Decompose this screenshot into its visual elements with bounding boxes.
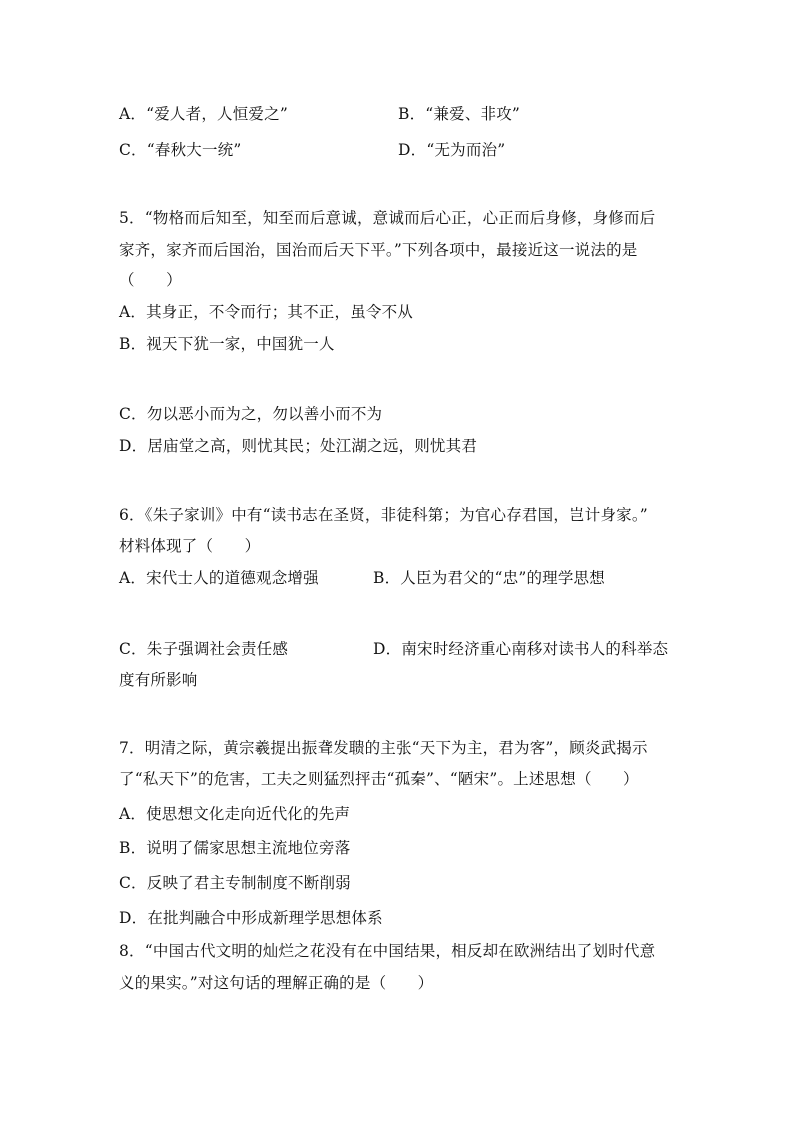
q5-stem-line2: 家齐，家齐而后国治，国治而后天下平。”下列各项中，最接近这一说法的是 [119, 241, 638, 259]
q5-option-c: C．勿以恶小而为之，勿以善小而不为 [119, 405, 383, 423]
q4-option-c: C．“春秋大一统” [119, 141, 242, 159]
q7-option-b: B．说明了儒家思想主流地位旁落 [119, 839, 351, 857]
q5-stem-line1: 5．“物格而后知至，知至而后意诚，意诚而后心正，心正而后身修，身修而后 [119, 209, 656, 227]
q4-option-a: A．“爱人者，人恒爱之” [119, 105, 288, 123]
q7-option-c: C．反映了君主专制制度不断削弱 [119, 874, 351, 892]
q7-option-a: A．使思想文化走向近代化的先声 [119, 805, 351, 823]
q5-option-d: D．居庙堂之高，则忧其民；处江湖之远，则忧其君 [119, 437, 478, 455]
q6-option-b: B．人臣为君父的“忠”的理学思想 [373, 569, 605, 587]
q5-option-b: B．视天下犹一家，中国犹一人 [119, 335, 335, 353]
q5-option-a: A．其身正，不令而行；其不正，虽令不从 [119, 303, 413, 321]
q7-stem-line1: 7．明清之际，黄宗羲提出振聋发聩的主张“天下为主，君为客”，顾炎武揭示 [119, 739, 648, 757]
q6-stem-line1: 6．《朱子家训》中有“读书志在圣贤，非徒科第；为官心存君国，岂计身家。” [119, 506, 648, 524]
q8-stem-line1: 8．“中国古代文明的灿烂之花没有在中国结果，相反却在欧洲结出了划时代意 [119, 942, 656, 960]
q7-stem-line2: 了“私天下”的危害，工夫之则猛烈抨击“孤秦”、“陋宋”。上述思想（ ） [119, 770, 639, 788]
q5-answer-bracket: （ ） [119, 271, 182, 289]
q6-option-d-line2: 度有所影响 [119, 671, 198, 689]
q8-stem-line2: 义的果实。”对这句话的理解正确的是（ ） [119, 974, 434, 992]
q7-option-d: D．在批判融合中形成新理学思想体系 [119, 909, 383, 927]
q6-stem-line2: 材料体现了（ ） [119, 537, 261, 555]
q4-option-d: D．“无为而治” [398, 141, 506, 159]
q6-option-c: C．朱子强调社会责任感 [119, 640, 289, 658]
q4-option-b: B．“兼爱、非攻” [398, 105, 521, 123]
q6-option-a: A．宋代士人的道德观念增强 [119, 569, 319, 587]
q6-option-d-line1: D．南宋时经济重心南移对读书人的科举态 [373, 640, 669, 658]
